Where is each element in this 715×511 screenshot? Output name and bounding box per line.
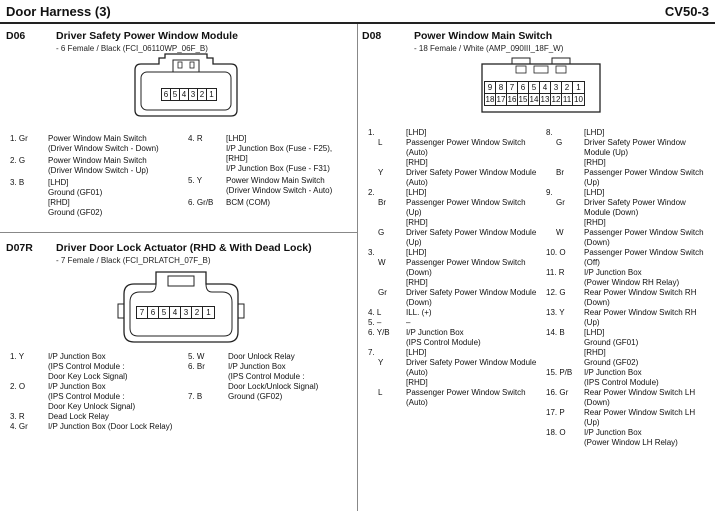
pin-number: 6. Br (188, 362, 205, 371)
pin-number: 6. Y/B (368, 328, 390, 337)
pin-number: 2. G (10, 156, 26, 165)
d06-title: Driver Safety Power Window Module (56, 30, 238, 42)
pin-description-line: Ground (GF02) (48, 208, 103, 217)
d08-subtitle: - 18 Female / White (AMP_090III_18F_W) (414, 44, 564, 53)
connector-pin: 2 (198, 89, 207, 100)
connector-pin: 12 (551, 95, 561, 104)
pin-number: Br (556, 168, 564, 177)
connector-pin: 3 (189, 89, 198, 100)
connector-pin: 18 (485, 95, 495, 104)
pin-description-line: Power Window Main Switch (48, 156, 147, 165)
pin-description-line: Passenger Power Window Switch (406, 388, 526, 397)
pin-description-line: Door Key Lock Signal) (48, 372, 128, 381)
pin-description-line: (Down) (584, 298, 610, 307)
pin-description-line: Passenger Power Window Switch (406, 138, 526, 147)
pin-description-line: (Driver Window Switch - Down) (48, 144, 159, 153)
pin-number: W (378, 258, 386, 267)
connector-pin: 6 (148, 307, 159, 318)
pin-number: 9. (546, 188, 553, 197)
pin-description-line: [LHD] (406, 348, 427, 357)
pin-description-line: [LHD] (406, 188, 427, 197)
d06-code: D06 (6, 30, 26, 42)
pin-description-line: [LHD] (48, 178, 69, 187)
pin-number: 18. O (546, 428, 566, 437)
pin-description-line: Power Window Main Switch (48, 134, 147, 143)
pin-number: 3. (368, 248, 375, 257)
pin-description-line: (Up) (406, 238, 422, 247)
pin-number: 1. Gr (10, 134, 28, 143)
pin-description-line: Door Key Unlock Signal) (48, 402, 136, 411)
pin-description-line: – (406, 318, 411, 327)
connector-pin: 5 (529, 82, 540, 93)
pin-description-line: (Down) (584, 238, 610, 247)
pin-number: 2. (368, 188, 375, 197)
pin-description-line: (IPS Control Module) (584, 378, 659, 387)
pin-description-line: Module (Down) (584, 208, 639, 217)
pin-number: 14. B (546, 328, 565, 337)
pin-description-line: I/P Junction Box (584, 428, 642, 437)
pin-number: Gr (556, 198, 565, 207)
connector-pin: 1 (209, 90, 214, 99)
pin-description-line: Driver Safety Power Window Module (406, 288, 537, 297)
pin-description-line: (IPS Control Module : (48, 392, 125, 401)
pin-description-line: Rear Power Window Switch LH (584, 408, 696, 417)
pin-number: 5. Y (188, 176, 203, 185)
pin-description-line: (Power Window RH Relay) (584, 278, 680, 287)
pin-number: 8. (546, 128, 553, 137)
pin-description-line: Door Lock/Unlock Signal) (228, 382, 319, 391)
connector-pin: 10 (574, 95, 583, 104)
pin-description-line: [RHD] (406, 278, 428, 287)
pin-number: 3. B (10, 178, 25, 187)
pin-description-line: I/P Junction Box (Fuse - F25), (226, 144, 333, 153)
pin-description-line: (Up) (584, 178, 600, 187)
pin-description-line: Rear Power Window Switch LH (584, 388, 696, 397)
connector-pin: 2 (562, 82, 573, 93)
pin-description-line: (Down) (406, 268, 432, 277)
pin-number: 15. P/B (546, 368, 573, 377)
pin-description-line: Ground (GF01) (48, 188, 103, 197)
pin-number: 2. O (10, 382, 26, 391)
pin-description-line: I/P Junction Box (Fuse - F31) (226, 164, 330, 173)
pin-number: Gr (378, 288, 387, 297)
connector-pin: 6 (518, 82, 529, 93)
pin-description-line: I/P Junction Box (48, 382, 106, 391)
connector-pin: 17 (496, 95, 506, 104)
connector-pin: 16 (507, 95, 517, 104)
pin-description-line: Module (Up) (584, 148, 629, 157)
d08-code: D08 (362, 30, 382, 42)
pin-description-line: I/P Junction Box (584, 268, 642, 277)
pin-description-line: Driver Safety Power Window Module (406, 168, 537, 177)
pin-description-line: Rear Power Window Switch RH (584, 308, 697, 317)
pin-number: 12. G (546, 288, 566, 297)
connector-pin: 14 (529, 95, 539, 104)
pin-number: 6. Gr/B (188, 198, 214, 207)
pin-description-line: (IPS Control Module : (48, 362, 125, 371)
pin-description-line: (Down) (584, 398, 610, 407)
connector-pin: 2 (192, 307, 203, 318)
connector-pin: 13 (540, 95, 550, 104)
pin-description-line: I/P Junction Box (48, 352, 106, 361)
pin-description-line: Door Unlock Relay (228, 352, 295, 361)
pin-number: Y (378, 168, 384, 177)
pin-number: 11. R (546, 268, 565, 277)
pin-description-line: [LHD] (584, 188, 605, 197)
pin-description-line: (Off) (584, 258, 600, 267)
pin-number: Y (378, 358, 384, 367)
pin-description-line: Driver Safety Power Window Module (406, 228, 537, 237)
pin-description-line: (Driver Window Switch - Up) (48, 166, 149, 175)
pin-description-line: Rear Power Window Switch RH (584, 288, 697, 297)
connector-pin: 1 (576, 83, 581, 92)
pin-number: W (556, 228, 564, 237)
connector-pin: 9 (485, 82, 496, 93)
connector-pin: 3 (181, 307, 192, 318)
connector-pin: 7 (507, 82, 518, 93)
pin-number: 13. Y (546, 308, 565, 317)
horizontal-divider (0, 232, 357, 233)
pin-description-line: (Auto) (406, 368, 428, 377)
pin-number: 4. R (188, 134, 203, 143)
d07r-title: Driver Door Lock Actuator (RHD & With Dead Lock) (56, 242, 312, 254)
pin-description-line: (Up) (584, 418, 600, 427)
connector-pin: 4 (170, 307, 181, 318)
pin-description-line: (Auto) (406, 398, 428, 407)
pin-description-line: (Up) (406, 208, 422, 217)
pin-number: 4. L (368, 308, 382, 317)
pin-description-line: [LHD] (406, 128, 427, 137)
connector-pin: 7 (137, 307, 148, 318)
d06-subtitle: - 6 Female / Black (FCI_06110WP_06F_B) (56, 44, 208, 53)
pin-description-line: [RHD] (584, 218, 606, 227)
pin-description-line: [RHD] (406, 218, 428, 227)
pin-description-line: I/P Junction Box (584, 368, 642, 377)
pin-description-line: [RHD] (226, 154, 248, 163)
pin-number: 7. B (188, 392, 203, 401)
d08-pin-grid (484, 81, 585, 106)
pin-description-line: (IPS Control Module) (406, 338, 481, 347)
d07r-subtitle: - 7 Female / Black (FCI_DRLATCH_07F_B) (56, 256, 211, 265)
pin-description-line: ILL. (+) (406, 308, 432, 317)
pin-number: 17. P (546, 408, 565, 417)
pin-description-line: [LHD] (406, 248, 427, 257)
pin-description-line: [RHD] (406, 378, 428, 387)
pin-description-line: [RHD] (584, 158, 606, 167)
pin-number: 10. O (546, 248, 566, 257)
connector-pin: 8 (496, 82, 507, 93)
connector-pin: 5 (159, 307, 170, 318)
pin-number: 3. R (10, 412, 25, 421)
pin-description-line: Driver Safety Power Window (584, 198, 686, 207)
connector-pin: 5 (171, 89, 180, 100)
pin-description-line: (IPS Control Module : (228, 372, 305, 381)
d07r-pin-row (136, 306, 215, 319)
page-code: CV50-3 (664, 4, 709, 19)
pin-number: 4. Gr (10, 422, 28, 431)
pin-description-line: (Up) (584, 318, 600, 327)
connector-pin: 6 (162, 89, 171, 100)
pin-description-line: [RHD] (48, 198, 70, 207)
pin-description-line: [LHD] (584, 128, 605, 137)
pin-description-line: Passenger Power Window Switch (584, 248, 704, 257)
pin-description-line: Dead Lock Relay (48, 412, 109, 421)
connector-pin: 3 (551, 82, 562, 93)
d08-title: Power Window Main Switch (414, 30, 553, 42)
d06-pin-row (161, 88, 217, 101)
pin-number: L (378, 138, 383, 147)
pin-number: 5. – (368, 318, 382, 327)
pin-description-line: Passenger Power Window Switch (406, 258, 526, 267)
pin-description-line: I/P Junction Box (228, 362, 286, 371)
pin-number: 7. (368, 348, 375, 357)
connector-pin: 11 (562, 95, 572, 104)
pin-description-line: Power Window Main Switch (226, 176, 325, 185)
pin-description-line: [RHD] (406, 158, 428, 167)
pin-description-line: Passenger Power Window Switch (584, 228, 704, 237)
pin-description-line: Ground (GF02) (228, 392, 283, 401)
pin-number: G (378, 228, 385, 237)
pin-description-line: (Down) (406, 298, 432, 307)
pin-description-line: I/P Junction Box (406, 328, 464, 337)
pin-number: 16. Gr (546, 388, 569, 397)
pin-number: 5. W (188, 352, 205, 361)
pin-description-line: Ground (GF01) (584, 338, 639, 347)
pin-description-line: Driver Safety Power Window Module (406, 358, 537, 367)
pin-number: 1. (368, 128, 375, 137)
pin-number: L (378, 388, 383, 397)
pin-description-line: I/P Junction Box (Door Lock Relay) (48, 422, 173, 431)
connector-pin: 1 (206, 308, 211, 317)
pin-number: 1. Y (10, 352, 25, 361)
pin-description-line: [LHD] (584, 328, 605, 337)
pin-description-line: (Auto) (406, 148, 428, 157)
pin-description-line: [RHD] (584, 348, 606, 357)
connector-pin: 4 (180, 89, 189, 100)
pin-description-line: Driver Safety Power Window (584, 138, 686, 147)
d06-connector-outline (131, 52, 241, 118)
d07r-code: D07R (6, 242, 33, 254)
pin-number: G (556, 138, 563, 147)
page-title: Door Harness (3) (6, 4, 111, 19)
connector-pin: 15 (518, 95, 528, 104)
pin-description-line: (Driver Window Switch - Auto) (226, 186, 333, 195)
pin-number: Br (378, 198, 386, 207)
pin-description-line: Ground (GF02) (584, 358, 639, 367)
pin-description-line: Passenger Power Window Switch (406, 198, 526, 207)
pin-description-line: (Auto) (406, 178, 428, 187)
pin-description-line: Passenger Power Window Switch (584, 168, 704, 177)
pin-description-line: BCM (COM) (226, 198, 270, 207)
pin-description-line: (Power Window LH Relay) (584, 438, 678, 447)
connector-pin: 4 (540, 82, 551, 93)
vertical-divider (357, 24, 358, 511)
pin-description-line: [LHD] (226, 134, 247, 143)
